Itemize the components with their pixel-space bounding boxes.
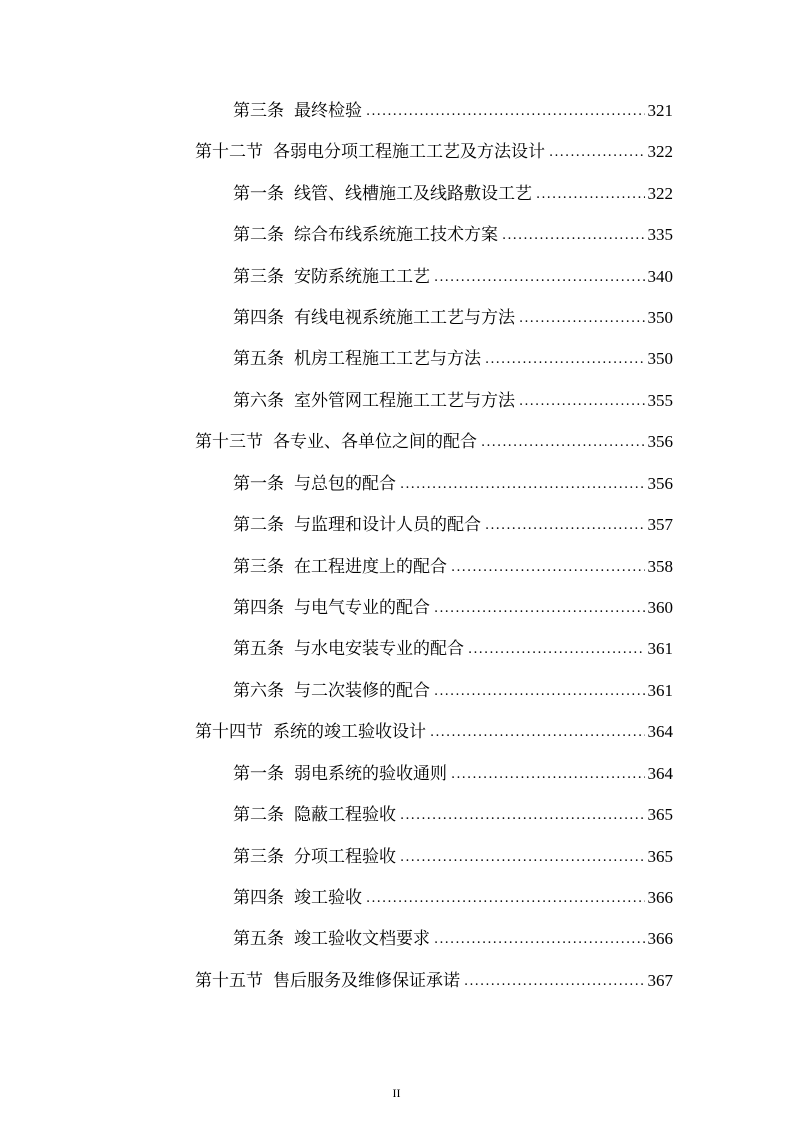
toc-entry-page: 365 bbox=[647, 805, 673, 824]
toc-entry-page: 358 bbox=[647, 557, 673, 576]
toc-entry-label: 第六条 bbox=[233, 681, 284, 701]
toc-entry-title: 机房工程施工工艺与方法 bbox=[294, 349, 481, 369]
toc-entry-page: 335 bbox=[647, 225, 673, 244]
toc-leader-dots bbox=[485, 518, 645, 532]
toc-entry-title: 与电气专业的配合 bbox=[294, 598, 430, 618]
toc-entry[interactable] bbox=[233, 299, 673, 329]
toc-entry-label: 第二条 bbox=[233, 225, 284, 245]
toc-entry[interactable] bbox=[233, 175, 673, 205]
toc-leader-dots bbox=[468, 642, 645, 656]
toc-leader-dots bbox=[519, 394, 645, 408]
toc-entry-title: 与二次装修的配合 bbox=[294, 681, 430, 701]
toc-entry[interactable] bbox=[233, 92, 673, 122]
toc-entry-label: 第四条 bbox=[233, 598, 284, 618]
toc-entry-page: 366 bbox=[647, 888, 673, 907]
toc-entry-label: 第三条 bbox=[233, 267, 284, 287]
toc-entry[interactable] bbox=[233, 506, 673, 536]
toc-leader-dots bbox=[464, 974, 645, 988]
toc-entry-label: 第三条 bbox=[233, 101, 284, 121]
toc-leader-dots bbox=[536, 187, 645, 201]
toc-entry-title: 弱电系统的验收通则 bbox=[294, 764, 447, 784]
toc-leader-dots bbox=[400, 808, 645, 822]
toc-entry-label: 第六条 bbox=[233, 391, 284, 411]
toc-entry-page: 367 bbox=[647, 971, 673, 990]
toc-entry[interactable] bbox=[233, 838, 673, 868]
toc-entry-label: 第四条 bbox=[233, 308, 284, 328]
toc-entry-page: 361 bbox=[647, 639, 673, 658]
toc-entry-label: 第三条 bbox=[233, 847, 284, 867]
toc-entry-label: 第一条 bbox=[233, 184, 284, 204]
toc-leader-dots bbox=[430, 725, 645, 739]
toc-entry-title: 竣工验收文档要求 bbox=[294, 929, 430, 949]
toc-entry-label: 第十四节 bbox=[195, 722, 263, 742]
toc-entry[interactable] bbox=[233, 548, 673, 578]
toc-entry-page: 350 bbox=[647, 308, 673, 327]
toc-entry[interactable] bbox=[233, 382, 673, 412]
toc-leader-dots bbox=[366, 891, 645, 905]
toc-entry-title: 线管、线槽施工及线路敷设工艺 bbox=[294, 184, 532, 204]
toc-entry-page: 366 bbox=[647, 929, 673, 948]
toc-leader-dots bbox=[549, 145, 645, 159]
toc-entry-page: 365 bbox=[647, 847, 673, 866]
toc-entry-label: 第五条 bbox=[233, 929, 284, 949]
toc-entry-label: 第十二节 bbox=[195, 142, 263, 162]
toc-leader-dots bbox=[451, 767, 645, 781]
toc-entry-page: 357 bbox=[647, 515, 673, 534]
toc-entry[interactable] bbox=[233, 258, 673, 288]
toc-leader-dots bbox=[434, 601, 645, 615]
toc-entry[interactable] bbox=[233, 672, 673, 702]
toc-entry-label: 第三条 bbox=[233, 557, 284, 577]
toc-entry-page: 322 bbox=[647, 142, 673, 161]
toc-entry-title: 室外管网工程施工工艺与方法 bbox=[294, 391, 515, 411]
toc-entry-title: 系统的竣工验收设计 bbox=[273, 722, 426, 742]
toc-entry-page: 356 bbox=[647, 432, 673, 451]
toc-entry-label: 第二条 bbox=[233, 515, 284, 535]
toc-entry-title: 隐蔽工程验收 bbox=[294, 805, 396, 825]
toc-entry[interactable] bbox=[233, 755, 673, 785]
toc-entry-title: 安防系统施工工艺 bbox=[294, 267, 430, 287]
toc-leader-dots bbox=[400, 477, 645, 491]
toc-entry-title: 有线电视系统施工工艺与方法 bbox=[294, 308, 515, 328]
toc-leader-dots bbox=[366, 104, 645, 118]
toc-entry[interactable] bbox=[195, 962, 673, 992]
toc-entry-title: 与总包的配合 bbox=[294, 474, 396, 494]
toc-entry-page: 364 bbox=[647, 764, 673, 783]
toc-entry-page: 355 bbox=[647, 391, 673, 410]
toc-entry-page: 321 bbox=[647, 101, 673, 120]
toc-leader-dots bbox=[485, 352, 645, 366]
toc-entry-label: 第十五节 bbox=[195, 971, 263, 991]
toc-entry-label: 第五条 bbox=[233, 349, 284, 369]
toc-entry-title: 最终检验 bbox=[294, 101, 362, 121]
toc-entry-title: 售后服务及维修保证承诺 bbox=[273, 971, 460, 991]
toc-leader-dots bbox=[502, 228, 645, 242]
toc-entry-label: 第四条 bbox=[233, 888, 284, 908]
toc-entry-page: 364 bbox=[647, 722, 673, 741]
toc-entry[interactable] bbox=[233, 630, 673, 660]
toc-entry[interactable] bbox=[233, 589, 673, 619]
toc-leader-dots bbox=[481, 435, 645, 449]
toc-entry-label: 第五条 bbox=[233, 639, 284, 659]
toc-leader-dots bbox=[519, 311, 645, 325]
toc-entry[interactable] bbox=[233, 465, 673, 495]
toc-entry-title: 与监理和设计人员的配合 bbox=[294, 515, 481, 535]
toc-entry-title: 竣工验收 bbox=[294, 888, 362, 908]
toc-entry-title: 各专业、各单位之间的配合 bbox=[273, 432, 477, 452]
toc-entry-label: 第一条 bbox=[233, 474, 284, 494]
toc-entry[interactable] bbox=[233, 796, 673, 826]
toc-leader-dots bbox=[434, 932, 645, 946]
toc-entry-label: 第一条 bbox=[233, 764, 284, 784]
toc-entry-title: 与水电安装专业的配合 bbox=[294, 639, 464, 659]
toc-leader-dots bbox=[400, 850, 645, 864]
toc-entry[interactable] bbox=[233, 216, 673, 246]
toc-leader-dots bbox=[434, 684, 645, 698]
page-number: II bbox=[392, 1086, 401, 1100]
toc-entry[interactable] bbox=[233, 879, 673, 909]
toc-entry-title: 分项工程验收 bbox=[294, 847, 396, 867]
toc-entry-page: 356 bbox=[647, 474, 673, 493]
toc-entry-page: 340 bbox=[647, 267, 673, 286]
toc-leader-dots bbox=[434, 270, 645, 284]
toc-entry-title: 各弱电分项工程施工工艺及方法设计 bbox=[273, 142, 545, 162]
toc-entry-title: 在工程进度上的配合 bbox=[294, 557, 447, 577]
toc-leader-dots bbox=[451, 560, 645, 574]
toc-entry-page: 360 bbox=[647, 598, 673, 617]
toc-entry[interactable] bbox=[195, 133, 673, 163]
toc-entry-page: 350 bbox=[647, 349, 673, 368]
toc-entry[interactable] bbox=[195, 423, 673, 453]
toc-entry-page: 361 bbox=[647, 681, 673, 700]
toc-entry-label: 第二条 bbox=[233, 805, 284, 825]
toc-entry[interactable] bbox=[233, 920, 673, 950]
toc-entry-title: 综合布线系统施工技术方案 bbox=[294, 225, 498, 245]
toc-entry-label: 第十三节 bbox=[195, 432, 263, 452]
toc-entry[interactable] bbox=[233, 340, 673, 370]
toc-entry[interactable] bbox=[195, 713, 673, 743]
toc-entry-page: 322 bbox=[647, 184, 673, 203]
